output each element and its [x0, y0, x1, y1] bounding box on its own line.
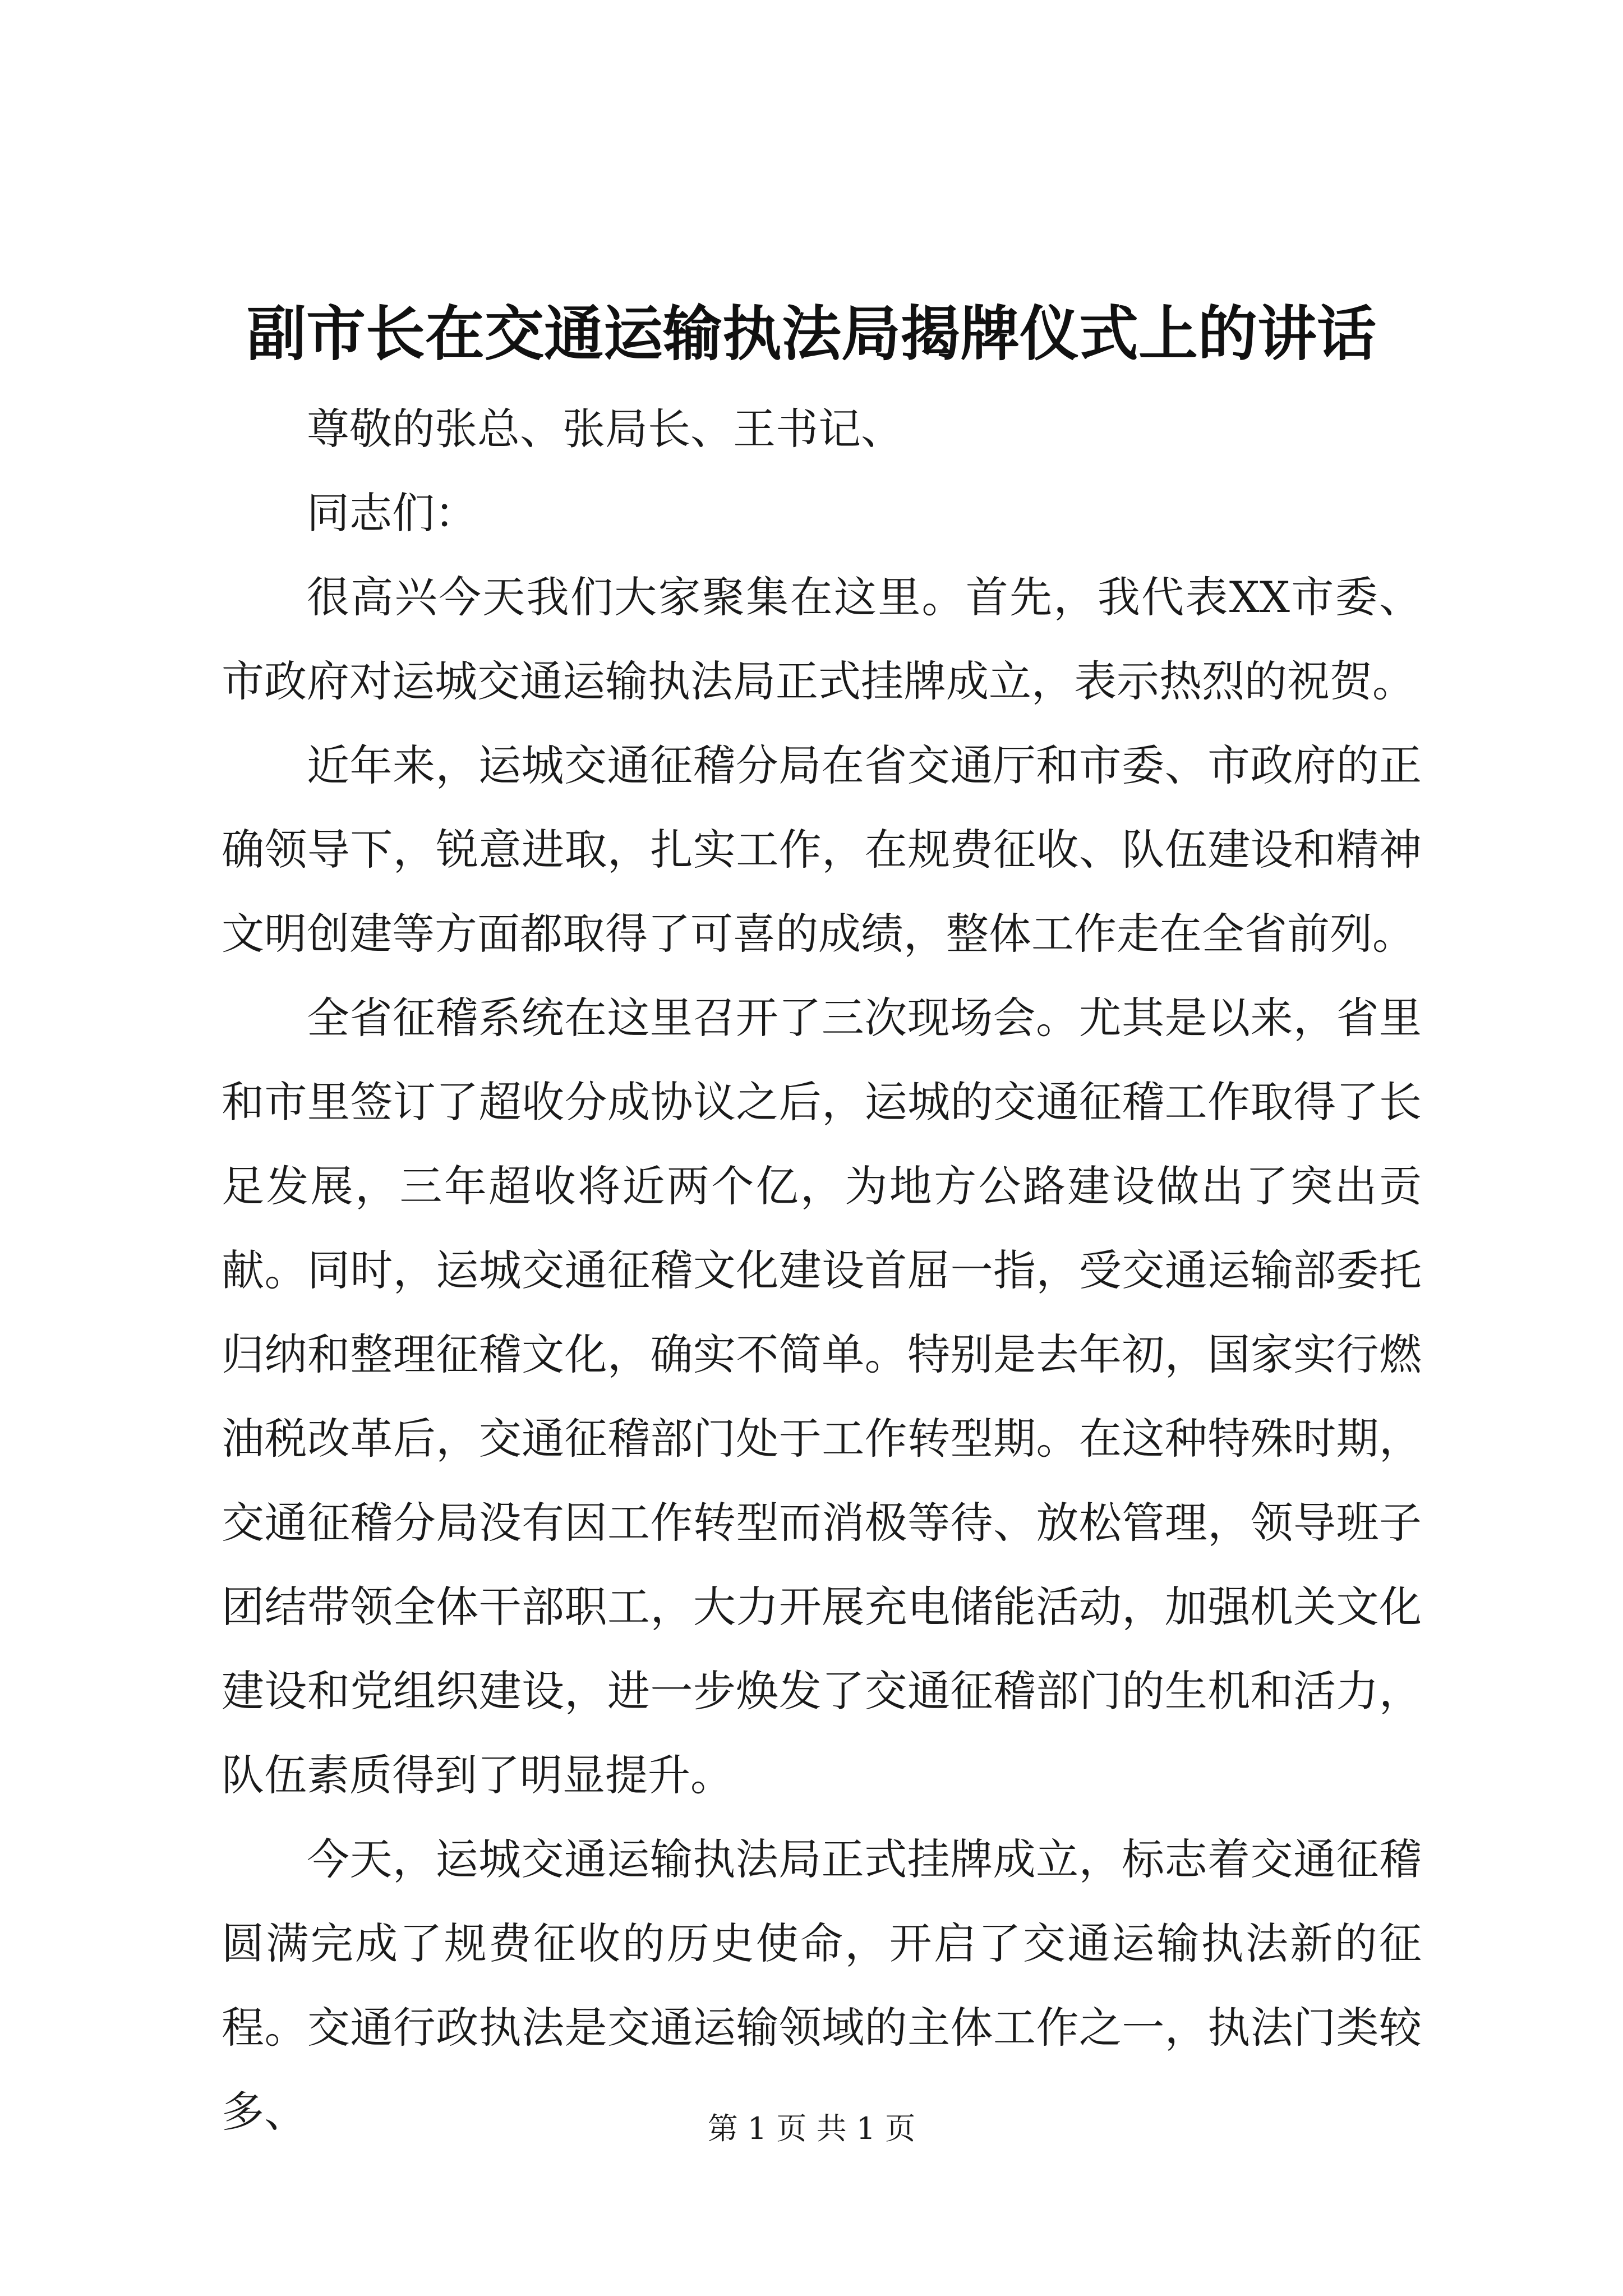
- document-title: 副市长在交通运输执法局揭牌仪式上的讲话: [247, 298, 1376, 369]
- page-number-footer: 第 1 页 共 1 页: [707, 2111, 916, 2146]
- salutation-comrades: 同志们：: [307, 488, 477, 538]
- document-body: [222, 387, 1422, 2154]
- paragraph-achievements: 近年来，运城交通征稽分局在省交通厅和市委、市政府的正确领导下，锐意进取，扎实工作，在规费征收、队伍建设和精神文明创建等方面都取得了可喜的成绩，整体工作走在全省前列。: [222, 740, 1422, 959]
- paragraph-new-journey: 今天，运城交通运输执法局正式挂牌成立，标志着交通征稽圆满完成了规费征收的历史使命，开启了交通运输执法新的征程。交通行政执法是交通运输领域的主体工作之一，执法门类较多、: [222, 1834, 1422, 2137]
- salutation-line: 尊敬的张总、张局长、王书记、: [307, 404, 903, 454]
- paragraph-development: 全省征稽系统在这里召开了三次现场会。尤其是以来，省里和市里签订了超收分成协议之后，运城的交通征稽工作取得了长足发展，三年超收将近两个亿，为地方公路建设做出了突出贡献。同时，运城交通征稽文化建设首屈一指，受交通运输部委托归纳和整理征稽文化，确实不简单。特别是去年初，国家实行燃油税改革后，交通征稽部门处于工作转型期。在这种特殊时期，交通征稽分局没有因工作转型而消极等待、放松管理，领导班子团结带领全体干部职工，大力开展充电储能活动，加强机关文化建设和党组织建设，进一步焕发了交通征稽部门的生机和活力，队伍素质得到了明显提升。: [222, 993, 1422, 1800]
- paragraph-greeting: 很高兴今天我们大家聚集在这里。首先，我代表XX市委、市政府对运城交通运输执法局正式挂牌成立，表示热烈的祝贺。: [222, 572, 1422, 706]
